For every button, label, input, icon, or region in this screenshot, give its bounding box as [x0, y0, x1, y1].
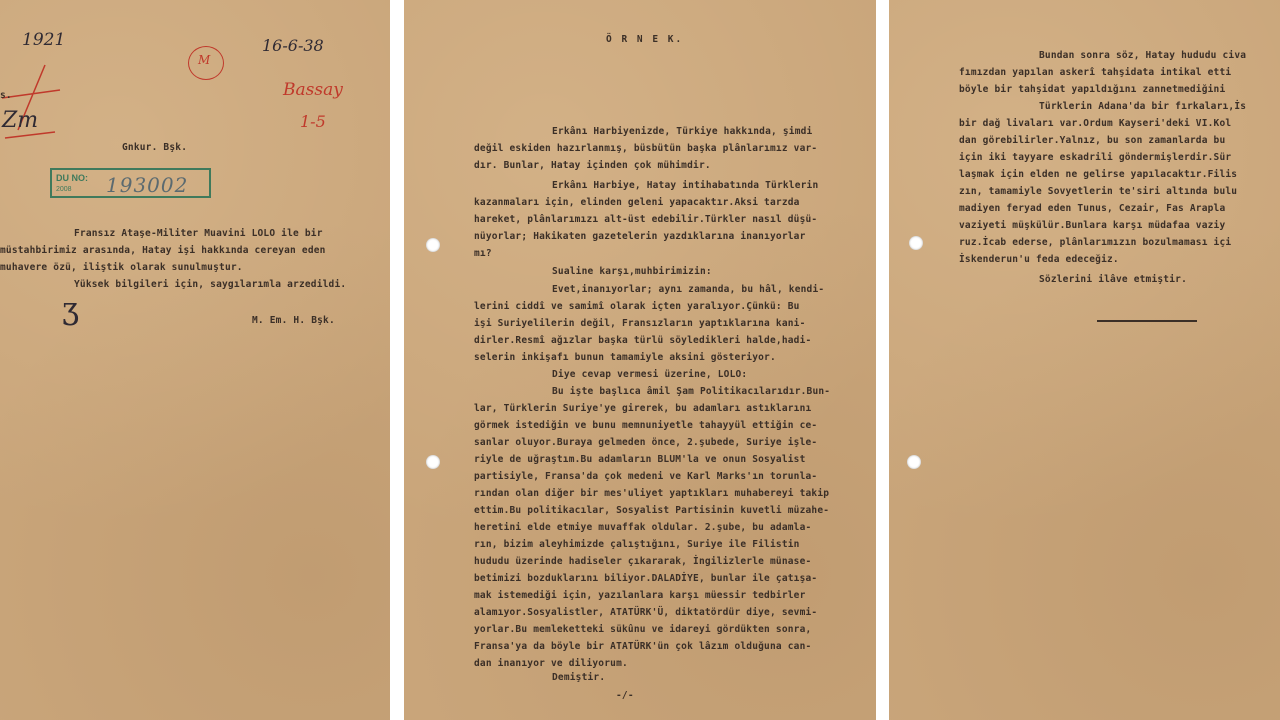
body-line: selerin inkişafı bunun tamamiyle aksini gösteriyor.: [474, 352, 776, 363]
body-line: değil eskiden hazırlanmış, büsbütün başka plânlarımız var-: [474, 143, 818, 154]
red-circle-mark: M: [188, 46, 224, 80]
end-mark: -/-: [616, 690, 634, 701]
body-line: dan görebilirler.Yalnız, bu son zamanlarda bu: [959, 135, 1226, 146]
body-line: muhavere özü, iliştik olarak sunulmuştur.: [0, 262, 243, 273]
body-line: kazanmaları için, elinden geleni yapacaktır.Aksi tarzda: [474, 197, 800, 208]
body-line: lerini ciddî ve samimî olarak içten yaralıyor.Çünkü: Bu: [474, 301, 800, 312]
punch-hole: [907, 455, 921, 469]
body-line: partisiyle, Fransa'da çok medeni ve Karl Marks'ın torunla-: [474, 471, 818, 482]
document-page-middle: [404, 0, 876, 720]
stamp-number: 193002: [106, 173, 189, 197]
punch-hole: [909, 236, 923, 250]
handwritten-number: 1921: [22, 30, 66, 50]
body-line: Demiştir.: [552, 672, 606, 683]
body-line: Diye cevap vermesi üzerine, LOLO:: [552, 369, 748, 380]
body-line: laşmak için elden ne gelirse yapılacaktır.Filis: [959, 169, 1238, 180]
body-line: yorlar.Bu memleketteki sükûnu ve idareyi gördükten sonra,: [474, 624, 812, 635]
body-line: rın, bizim aleyhimizde çalıştığını, Suriye ile Filistin: [474, 539, 800, 550]
body-line: hududu üzerinde hadiseler çıkararak, İngilizlerle münase-: [474, 556, 812, 567]
punch-hole: [426, 455, 440, 469]
body-line: Fransız Ataşe-Militer Muavini LOLO ile bir: [74, 228, 323, 239]
page-title: Ö R N E K.: [606, 34, 684, 45]
body-line: Erkânı Harbiyenizde, Türkiye hakkında, şimdi: [552, 126, 813, 137]
body-line: ettim.Bu politikacılar, Sosyalist Partisinin kuvetli müzahe-: [474, 505, 830, 516]
body-line: dır. Bunlar, Hatay içinden çok mühimdir.: [474, 160, 711, 171]
body-line: dirler.Resmî ağızlar başka türlü söyledikleri halde,hadi-: [474, 335, 812, 346]
body-line: bir dağ livaları var.Ordum Kayseri'deki VI.Kol: [959, 118, 1232, 129]
body-line: Evet,inanıyorlar; aynı zamanda, bu hâl, kendi-: [552, 284, 825, 295]
body-line: işi Suriyelilerin değil, Fransızların yaptıklarına kani-: [474, 318, 806, 329]
header: Gnkur. Bşk.: [122, 142, 188, 153]
body-line: Sözlerini ilâve etmiştir.: [1039, 274, 1187, 285]
body-line: için iki tayyare eskadrili göndermişlerdir.Sür: [959, 152, 1232, 163]
closing-rule: [1097, 320, 1197, 322]
body-line: riyle de uğraştım.Bu adamların BLUM'la ve onun Sosyalist: [474, 454, 806, 465]
body-line: hareket, plânlarımızı alt-üst edebilir.Türkler nasıl düşü-: [474, 214, 818, 225]
body-line: betimizi bozduklarını biliyor.DALADİYE, bunlar ile çatışa-: [474, 573, 818, 584]
body-line: heretini elde etmiye muvaffak oldular. 2.şube, bu adamla-: [474, 522, 812, 533]
body-line: Bundan sonra söz, Hatay hududu civa: [1039, 50, 1247, 61]
body-line: mak istemediği için, yazılanlara karşı müessir tedbirler: [474, 590, 806, 601]
registry-stamp: DU NO: 2008 193002: [50, 168, 211, 198]
body-line: İskenderun'u feda edeceğiz.: [959, 254, 1119, 265]
body-line: alamıyor.Sosyalistler, ATATÜRK'Ü, diktatördür diye, sevmi-: [474, 607, 818, 618]
body-line: mı?: [474, 248, 492, 259]
body-line: lar, Türklerin Suriye'ye girerek, bu adamları astıklarını: [474, 403, 812, 414]
signature: M. Em. H. Bşk.: [252, 315, 335, 326]
red-scribble-icon: [0, 60, 80, 150]
body-line: Türklerin Adana'da bir fırkaları,İs: [1039, 101, 1247, 112]
body-line: dan inanıyor ve diliyorum.: [474, 658, 628, 669]
document-page-left: 1921 16-6-38 M Bassay 1-5 Zm s. Gnkur. Bşk. DU NO: 2008 193002 Fransız Ataşe-Militer Muavini LOLO ile bir müstahbirimiz arasında, Hatay işi hakkında cereyan eden muhavere özü, iliştik olarak sunulmuştur. Yüksek bilgileri için, saygılarımla arzedildi. ʒ M. Em. H. Bşk.: [0, 0, 390, 720]
body-line: vaziyeti müşkülür.Bunlara karşı müdafaa vaziy: [959, 220, 1226, 231]
body-line: böyle bir tahşidat yapıldığını zannetmediğini: [959, 84, 1226, 95]
body-line: görmek istediğin ve bunu memnuniyetle tahayyül ettiğin ce-: [474, 420, 818, 431]
body-line: fımızdan yapılan askerî tahşidata intikal etti: [959, 67, 1232, 78]
red-note-bottom: 1-5: [300, 112, 326, 131]
body-line: Sualine karşı,muhbirimizin:: [552, 266, 712, 277]
body-line: Yüksek bilgileri için, saygılarımla arzedildi.: [74, 279, 347, 290]
body-line: Erkânı Harbiye, Hatay intihabatında Türklerin: [552, 180, 819, 191]
body-line: rından olan diğer bir mes'uliyet yaptıkları muhabereyi takip: [474, 488, 830, 499]
punch-hole: [426, 238, 440, 252]
body-line: ruz.İcab ederse, plânlarımızın bozulmaması içi: [959, 237, 1232, 248]
document-page-right: [889, 0, 1280, 720]
body-line: sanlar oluyor.Buraya gelmeden önce, 2.şubede, Suriye işle-: [474, 437, 818, 448]
body-line: madiyen feryad eden Tunus, Cezair, Fas Arapla: [959, 203, 1226, 214]
initial-mark: ʒ: [62, 292, 79, 327]
handwritten-date: 16-6-38: [262, 36, 324, 55]
red-note-top: Bassay: [283, 80, 343, 100]
body-line: zın, tamamiyle Sovyetlerin te'siri altında bulu: [959, 186, 1238, 197]
margin-scribble: Zm: [2, 108, 39, 133]
body-line: müstahbirimiz arasında, Hatay işi hakkında cereyan eden: [0, 245, 326, 256]
body-line: Fransa'ya da böyle bir ATATÜRK'ün çok lâzım olduğuna can-: [474, 641, 812, 652]
body-line: Bu işte başlıca âmil Şam Politikacılarıdır.Bun-: [552, 386, 831, 397]
body-line: nüyorlar; Hakikaten gazetelerin yazdıklarına inanıyorlar: [474, 231, 806, 242]
